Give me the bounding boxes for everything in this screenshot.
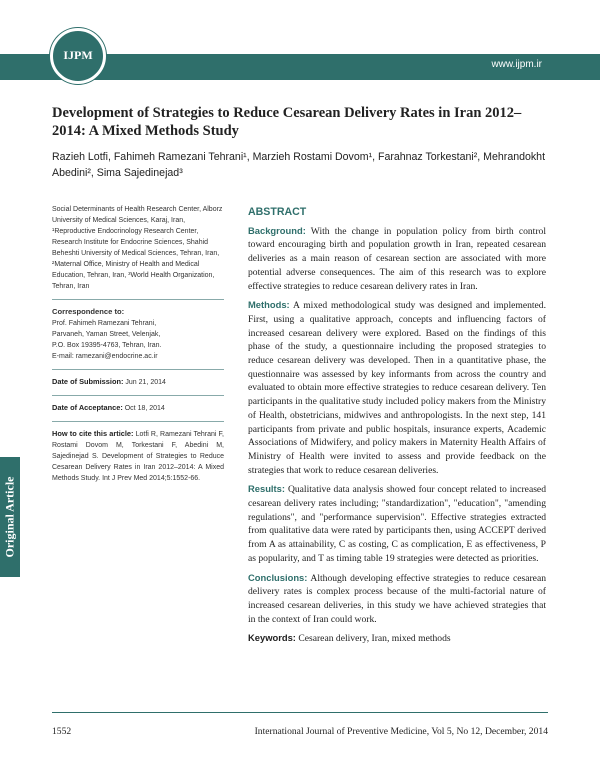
correspondence-line: P.O. Box 19395-4763, Tehran, Iran.: [52, 342, 162, 349]
acceptance-date-line: [52, 402, 224, 414]
acceptance-date: Oct 18, 2014: [124, 405, 165, 412]
divider: [52, 299, 224, 300]
page-number: 1552: [52, 726, 72, 737]
citation-block: [52, 428, 224, 484]
abstract-conclusions: [248, 571, 546, 627]
article-title: Development of Strategies to Reduce Cesarean Delivery Rates in Iran 2012–2014: A Mixed Methods Study: [52, 105, 522, 139]
article-type-label: Original Article: [2, 476, 17, 558]
submission-label: Date of Submission:: [52, 377, 124, 386]
submission-date-line: [52, 376, 224, 388]
author-list: Razieh Lotfi, Fahimeh Ramezani Tehrani¹, Marzieh Rostami Dovom¹, Farahnaz Torkestani², Mehrandokht Abedini², Sima Sajedinejad³: [52, 151, 546, 179]
abstract-heading: ABSTRACT: [248, 206, 307, 218]
site-url[interactable]: www.ijpm.ir: [491, 59, 542, 70]
conclusions-text: Although developing effective strategies to reduce cesarean delivery rates is complex process because of the multi-factorial nature of increased cesarean deliveries, in this study we have achieved strategies that in the context of Iran could work.: [248, 572, 546, 625]
methods-text: A mixed methodological study was designed and implemented. First, using a qualitative approach, concepts and influencing factors of increased cesarean delivery were explored. Based on the findings of this phase of the study, a questionnaire including the proposed strategies to reduce cesarean delivery was developed. Then in a quantitative phase, the questionnaire was assessed by key informants from across the country and evaluated to obtain more effective strategies to reduce cesarean delivery. Ten participants in the qualitative study included policy makers from the Ministry of Health, obstetricians, midwives and anthropologists. In the next step, 141 participants from private and public hospitals, insurance experts, Academic Associations of Midwifery, and policy makers in Maternity Health Affairs of Ministry of Health were invited to assess and provide feedback on the strategies that work to reduce cesarean deliveries.: [248, 300, 547, 476]
logo-text: IJPM: [63, 48, 93, 62]
footer-divider: [52, 712, 548, 713]
abstract-background: [248, 224, 546, 294]
methods-label: Methods:: [248, 299, 290, 311]
divider: [52, 421, 224, 422]
correspondence-email[interactable]: E-mail: ramezani@endocrine.ac.ir: [52, 353, 158, 360]
abstract-keywords: [248, 631, 546, 646]
affiliations: Social Determinants of Health Research Center, Alborz University of Medical Sciences, Karaj, Iran, ¹Reproductive Endocrinology Research Center, Research Institute for Endocrine Sciences, Shahid Beheshti University of Medical Sciences, Tehran, Iran, ²Maternal Office, Ministry of Health and Medical Education, Tehran, Iran, ³World Health Organization, Tehran, Iran: [52, 206, 223, 290]
correspondence-line: Prof. Fahimeh Ramezani Tehrani,: [52, 320, 157, 327]
sidebar-info: [52, 204, 224, 484]
background-label: Background:: [248, 224, 306, 236]
conclusions-label: Conclusions:: [248, 571, 308, 583]
article-type-tab: [0, 457, 20, 577]
abstract-results: [248, 482, 546, 565]
results-text: Qualitative data analysis showed four concept related to increased cesarean delivery rates including; "standardization", "education", "amending regulations", and "performance supervision". Effective strategies extracted from qualitative data were rated by participants then, using ACCEPT derived from A as attainability, C as costing, C as complication, E as effectiveness, P as popularity, and T as timing table 19 strategies were detected as priorities.: [248, 484, 546, 564]
results-label: Results:: [248, 483, 285, 495]
divider: [52, 395, 224, 396]
correspondence-line: Parvaneh, Yaman Street, Velenjak,: [52, 331, 161, 338]
keywords-text: Cesarean delivery, Iran, mixed methods: [298, 633, 451, 645]
abstract-methods: [248, 298, 546, 477]
cite-text: Lotfi R, Ramezani Tehrani F, Rostami Dovom M, Torkestani F, Abedini M, Sajedinejad S. Development of Strategies to Reduce Cesarean Delivery Rates in Iran 2012–2014: A Mixed Methods Study. Int J Prev Med 2014;5:1552-66.: [52, 431, 224, 482]
journal-citation: International Journal of Preventive Medicine, Vol 5, No 12, December, 2014: [254, 726, 548, 737]
submission-date: Jun 21, 2014: [125, 379, 166, 386]
background-text: With the change in population policy from birth control toward encouraging birth and population growth in Iran, repeated cesarean deliveries as a main reason of cesarean section are associated with more potential adverse consequences. The aim of this research was to explore effective strategies to reduce cesarean delivery rates in Iran.: [248, 225, 546, 292]
keywords-label: Keywords:: [248, 632, 296, 644]
cite-label: How to cite this article:: [52, 429, 134, 438]
abstract: [248, 206, 546, 651]
correspondence-label: Correspondence to:: [52, 307, 125, 316]
acceptance-label: Date of Acceptance:: [52, 403, 123, 412]
divider: [52, 369, 224, 370]
journal-logo: [50, 28, 106, 84]
